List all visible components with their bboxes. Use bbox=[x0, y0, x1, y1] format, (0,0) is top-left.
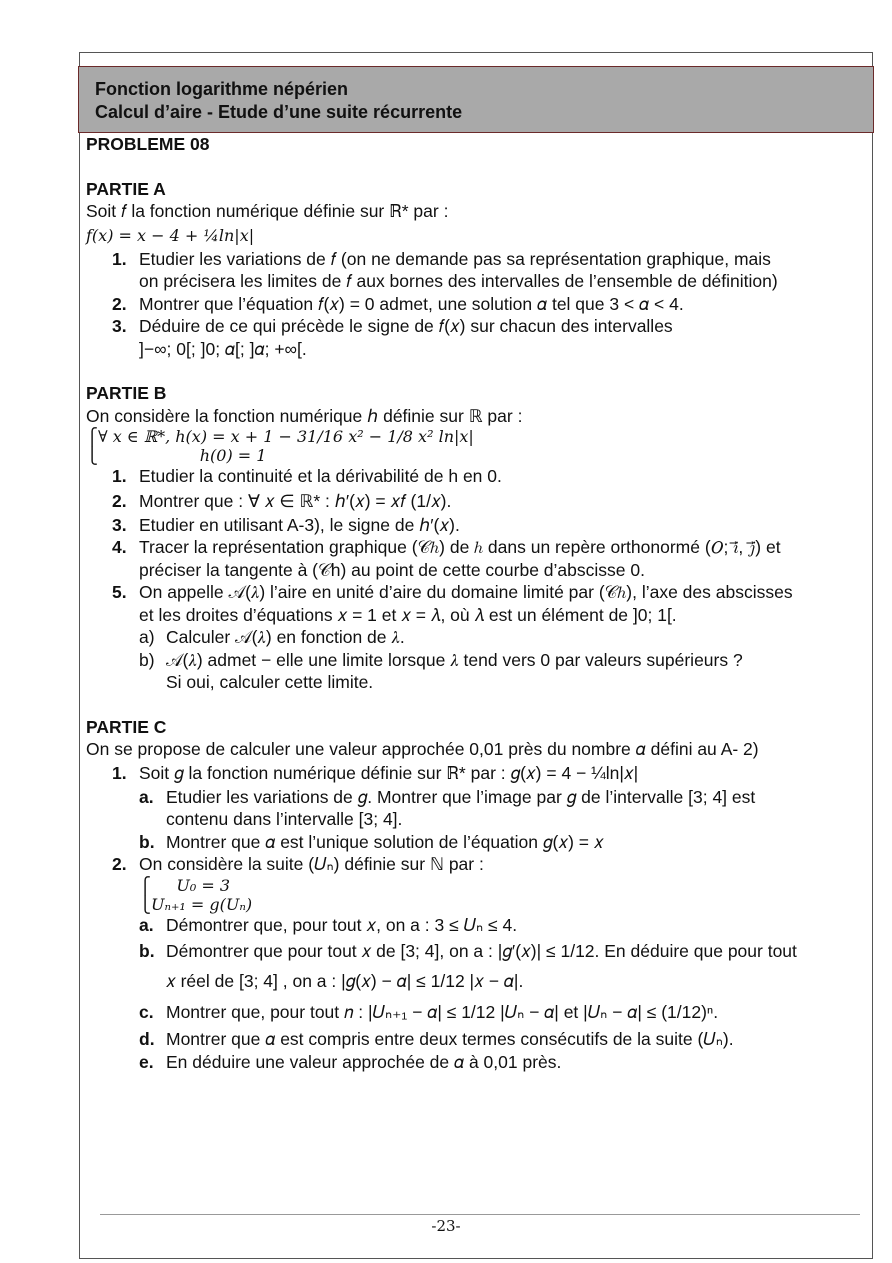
part-a-formula: 𝑓(𝑥) = 𝑥 − 4 + ¼ln|𝑥| bbox=[86, 225, 255, 245]
part-b-intro: On considère la fonction numérique ℎ définie sur ℝ par : bbox=[86, 405, 523, 426]
footer-divider bbox=[100, 1214, 860, 1215]
part-a-item-1: 1. Etudier les variations de 𝑓 (on ne demande pas sa représentation graphique, mais on précisera les limites de 𝑓 aux bornes des intervalles de l’ensemble de définition) bbox=[112, 248, 778, 291]
problem-content bbox=[86, 132, 872, 1073]
sequence-def-line-2: ⎩𝑈ₙ₊₁ = 𝑔(𝑈ₙ) bbox=[139, 894, 253, 914]
part-b-title: PARTIE B bbox=[86, 383, 167, 403]
page-number: -23- bbox=[431, 1217, 461, 1235]
part-c-2-subitem-c: c. Montrer que, pour tout 𝑛 : |𝑈ₙ₊₁ − 𝛼| ≤ 1/12 |𝑈ₙ − 𝛼| et |𝑈ₙ − 𝛼| ≤ (1/12)ⁿ. bbox=[139, 1002, 719, 1022]
problem-title: PROBLEME 08 bbox=[86, 134, 210, 154]
part-a-item-2: 2. Montrer que l’équation 𝑓(𝑥) = 0 admet, une solution 𝛼 tel que 3 < 𝛼 < 4. bbox=[112, 293, 684, 314]
part-c-item-2: 2. On considère la suite (𝑈ₙ) définie sur ℕ par : bbox=[112, 854, 484, 874]
part-c-intro: On se propose de calculer une valeur approchée 0,01 près du nombre 𝛼 défini au A- 2) bbox=[86, 739, 759, 759]
part-c-1-subitem-b: b. Montrer que 𝛼 est l’unique solution de l’équation 𝑔(𝑥) = 𝑥 bbox=[139, 831, 604, 852]
part-a-item-3: 3. Déduire de ce qui précède le signe de 𝑓(𝑥) sur chacun des intervalles ]−∞; 0[; ]0; 𝛼[; ]𝛼; +∞[. bbox=[112, 316, 673, 359]
header-title: Fonction logarithme népérien bbox=[95, 79, 349, 99]
part-b-item-4: 4. Tracer la représentation graphique (𝒞ℎ) de ℎ dans un repère orthonormé (𝑂; 𝑖⃗, 𝑗⃗) et préciser la tangente à (𝒞h) au point de cette courbe d’abscisse 0. bbox=[112, 537, 781, 580]
part-b-system-line-2: ⎩ ℎ(0) = 1 bbox=[86, 446, 267, 465]
part-c-title: PARTIE C bbox=[86, 716, 167, 737]
part-b-item-3: 3. Etudier en utilisant A-3), le signe de ℎ′(𝑥). bbox=[112, 514, 460, 535]
part-b-item-2: 2. Montrer que : ∀ 𝑥 ∈ ℝ* : ℎ′(𝑥) = 𝑥𝑓 (1/𝑥). bbox=[112, 490, 452, 511]
part-c-2-subitem-a: a. Démontrer que, pour tout 𝑥, on a : 3 ≤ 𝑈ₙ ≤ 4. bbox=[139, 914, 518, 935]
header-subtitle: Calcul d’aire - Etude d’une suite récurrente bbox=[95, 102, 463, 122]
part-c-item-1: 1. Soit 𝑔 la fonction numérique définie sur ℝ* par : 𝑔(𝑥) = 4 − ¼ln|𝑥| bbox=[112, 762, 639, 783]
part-c-2-subitem-b: b. Démontrer que pour tout 𝑥 de [3; 4], on a : |𝑔′(𝑥)| ≤ 1/12. En déduire que pour tout 𝑥 réel de [3; 4] , on a : |𝑔(𝑥) − 𝛼| ≤ 1/12 |𝑥 − 𝛼|. bbox=[139, 941, 797, 991]
part-b-item-1: 1. Etudier la continuité et la dérivabilité de h en 0. bbox=[112, 466, 502, 486]
part-c-2-subitem-e: e. En déduire une valeur approchée de 𝛼 à 0,01 près. bbox=[139, 1051, 562, 1072]
sequence-def-line-1: ⎧ 𝑈₀ = 3 bbox=[139, 875, 231, 895]
part-c-1-subitem-a: a. Etudier les variations de 𝑔. Montrer que l’image par 𝑔 de l’intervalle [3; 4] est contenu dans l’intervalle [3; 4]. bbox=[139, 786, 756, 829]
part-b-system-line-1: ⎧∀ 𝑥 ∈ ℝ*, ℎ(𝑥) = 𝑥 + 1 − 31/16 𝑥² − 1/8 𝑥² ln|𝑥| bbox=[86, 427, 474, 446]
part-a-title: PARTIE A bbox=[86, 178, 166, 199]
part-a-intro: Soit 𝑓 la fonction numérique définie sur ℝ* par : bbox=[86, 201, 449, 221]
part-c-2-subitem-d: d. Montrer que 𝛼 est compris entre deux termes consécutifs de la suite (𝑈ₙ). bbox=[139, 1029, 734, 1049]
document-header bbox=[78, 66, 874, 133]
part-b-subitem-b: b) 𝒜(𝜆) admet − elle une limite lorsque 𝜆 tend vers 0 par valeurs supérieurs ? Si oui, calculer cette limite. bbox=[139, 649, 743, 692]
part-b-subitem-a: a) Calculer 𝒜(𝜆) en fonction de 𝜆. bbox=[139, 627, 405, 647]
part-b-item-5: 5. On appelle 𝒜(𝜆) l’aire en unité d’aire du domaine limité par (𝒞ℎ), l’axe des abscisses et les droites d’équations 𝑥 = 1 et 𝑥 = 𝜆, où 𝜆 est un élément de ]0; 1[. bbox=[112, 582, 793, 625]
